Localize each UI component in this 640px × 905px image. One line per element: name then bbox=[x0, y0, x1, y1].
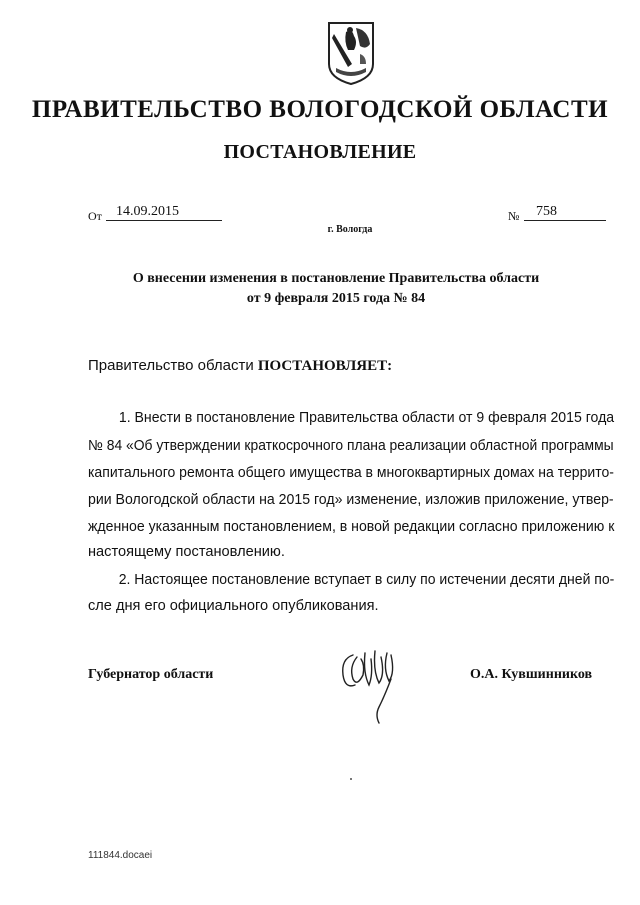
paragraph-1-line: рии Вологодской области на 2015 год» изменение, изложив приложение, утвер- bbox=[88, 492, 614, 508]
paragraph-2-line: сле дня его официального опубликования. bbox=[88, 598, 379, 614]
document-type: ПОСТАНОВЛЕНИЕ bbox=[223, 141, 417, 163]
file-id: 111844.docaei bbox=[88, 850, 153, 861]
preamble-text: Правительство области bbox=[88, 357, 254, 374]
date-label: От bbox=[88, 209, 102, 223]
paragraph-2-line: 2. Настоящее постановление вступает в силу по истечении десяти дней по- bbox=[118, 572, 615, 588]
document-number: 758 bbox=[524, 203, 606, 221]
number-label: № bbox=[508, 209, 520, 223]
paragraph-1-line: 1. Внести в постановление Правительства области от 9 февраля 2015 года bbox=[118, 410, 615, 426]
paragraph-1-line: жденное указанным постановлением, в новой редакции согласно приложению к bbox=[88, 519, 615, 535]
signatory-name: О.А. Кувшинников bbox=[470, 667, 593, 682]
paragraph-1-line: № 84 «Об утверждении краткосрочного плана реализации областной программы bbox=[88, 438, 614, 454]
subject-line-2: от 9 февраля 2015 года № 84 bbox=[246, 291, 426, 306]
coat-of-arms-icon bbox=[326, 20, 376, 86]
handwritten-signature bbox=[335, 645, 405, 725]
document-date: 14.09.2015 bbox=[106, 203, 222, 221]
signatory-position: Губернатор области bbox=[88, 667, 214, 682]
government-title: ПРАВИТЕЛЬСТВО ВОЛОГОДСКОЙ ОБЛАСТИ bbox=[31, 96, 609, 123]
preamble bbox=[88, 357, 392, 375]
paragraph-1-line: настоящему постановлению. bbox=[88, 544, 285, 560]
city: г. Вологда bbox=[327, 224, 373, 235]
paragraph-1-line: капитального ремонта общего имущества в многоквартирных домах на террито- bbox=[88, 465, 614, 481]
scan-speck bbox=[350, 778, 352, 780]
subject-line-1: О внесении изменения в постановление Правительства области bbox=[132, 271, 540, 286]
preamble-emphasis: ПОСТАНОВЛЯЕТ: bbox=[257, 358, 393, 374]
